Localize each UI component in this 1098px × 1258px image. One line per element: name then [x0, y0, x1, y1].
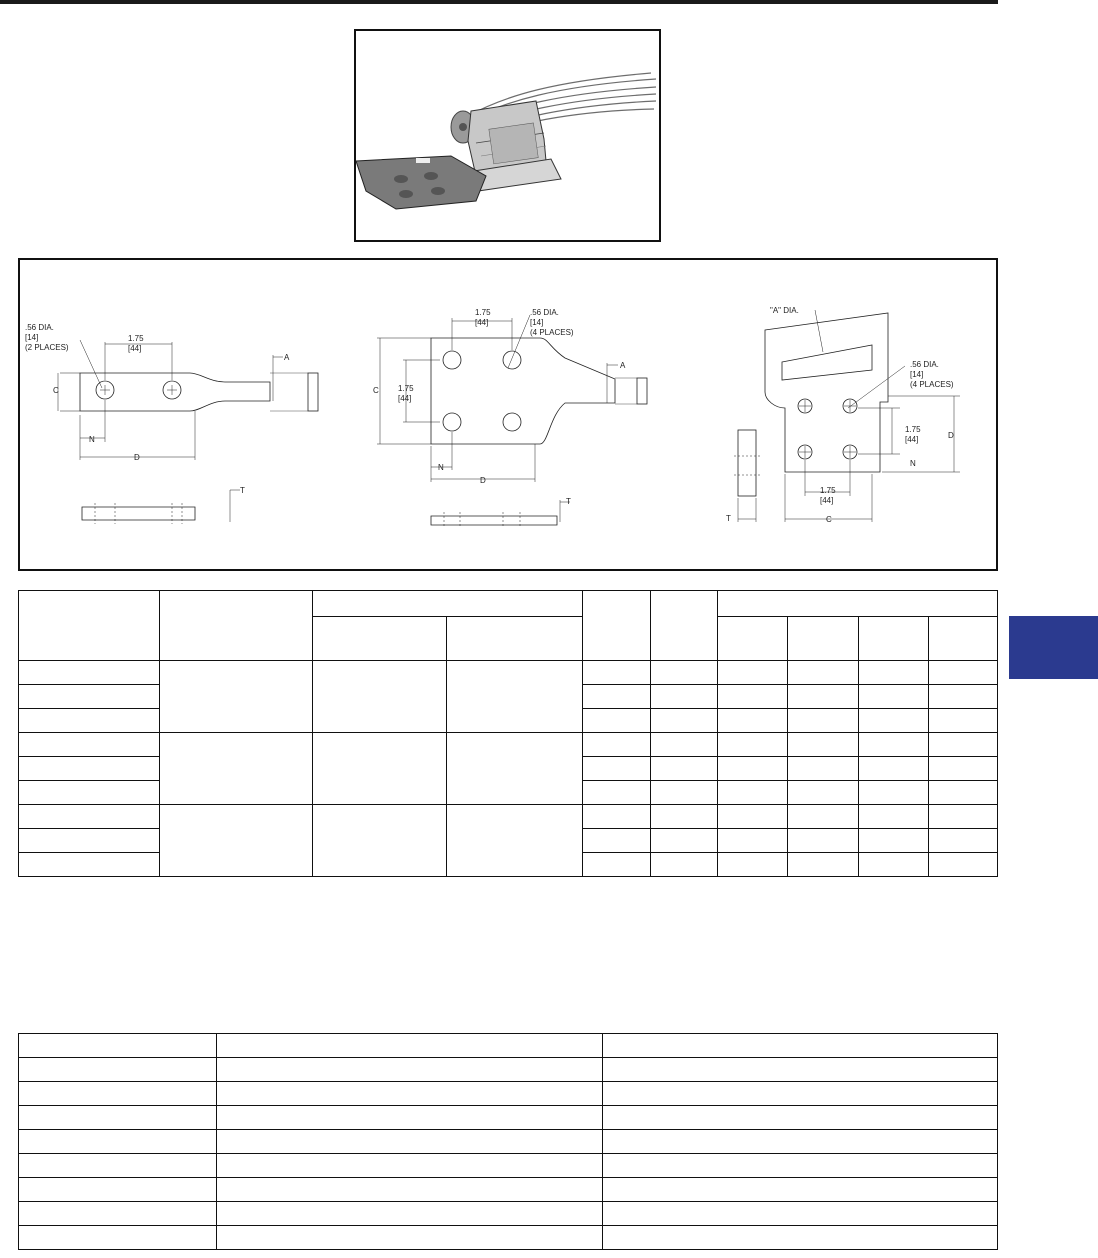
table-row: [19, 1058, 998, 1082]
right-spacing-h-mm: [44]: [820, 496, 834, 505]
mid-spacing-left-label: 1.75: [398, 384, 414, 393]
mid-spacing-top-label: 1.75: [475, 308, 491, 317]
header-cell: [929, 617, 998, 661]
table-row: [19, 1106, 998, 1130]
right-dim-t: T: [726, 514, 731, 523]
header-cell: [717, 617, 788, 661]
product-photo: [354, 29, 661, 242]
right-dim-d: D: [948, 431, 954, 440]
header-cell: [159, 591, 313, 661]
table-row: [19, 1082, 998, 1106]
top-rule: [0, 0, 998, 4]
right-dim-n: N: [910, 459, 916, 468]
left-spacing-label: 1.75: [128, 334, 144, 343]
mid-dim-c: C: [373, 386, 379, 395]
table-header-row: [19, 1034, 998, 1058]
left-spacing-mm: [44]: [128, 344, 142, 353]
left-hole-places: (2 PLACES): [25, 343, 69, 352]
header-cell: [788, 617, 859, 661]
header-cell: [313, 591, 582, 617]
table-row: [19, 733, 998, 757]
left-dim-t: T: [240, 486, 245, 495]
left-dim-a: A: [284, 353, 290, 362]
left-hole-dia-mm: [14]: [25, 333, 39, 342]
mid-spacing-left-mm: [44]: [398, 394, 412, 403]
table-row: [19, 1202, 998, 1226]
right-spacing-h-label: 1.75: [820, 486, 836, 495]
spec-table: [18, 590, 998, 877]
table-row: [19, 1226, 998, 1250]
table-row: [19, 1178, 998, 1202]
mid-dim-d: D: [480, 476, 486, 485]
dimension-drawings-panel: [18, 258, 998, 571]
right-hole-dia-mm: [14]: [910, 370, 924, 379]
header-cell: [313, 617, 447, 661]
mid-hole-places: (4 PLACES): [530, 328, 574, 337]
table-header-row: [19, 591, 998, 617]
mid-spacing-top-mm: [44]: [475, 318, 489, 327]
right-hole-places: (4 PLACES): [910, 380, 954, 389]
left-hole-dia-label: .56 DIA.: [25, 323, 54, 332]
right-spacing-v-label: 1.75: [905, 425, 921, 434]
left-dim-c: C: [53, 386, 59, 395]
header-cell: [650, 591, 717, 661]
table-row: [19, 805, 998, 829]
mid-hole-dia-label: .56 DIA.: [530, 308, 559, 317]
right-hole-dia-label: .56 DIA.: [910, 360, 939, 369]
header-cell: [717, 591, 997, 617]
left-dim-d: D: [134, 453, 140, 462]
left-dim-n: N: [89, 435, 95, 444]
section-side-tab: [1009, 616, 1098, 679]
mid-dim-t: T: [566, 497, 571, 506]
table-row: [19, 661, 998, 685]
reference-table: [18, 1033, 998, 1250]
right-a-dia-label: "A" DIA.: [770, 306, 799, 315]
header-cell: [447, 617, 583, 661]
header-cell: [859, 617, 929, 661]
header-cell: [19, 591, 160, 661]
mid-hole-dia-mm: [14]: [530, 318, 544, 327]
header-cell: [582, 591, 650, 661]
mid-dim-a: A: [620, 361, 626, 370]
table-row: [19, 1154, 998, 1178]
mid-dim-n: N: [438, 463, 444, 472]
table-row: [19, 1130, 998, 1154]
right-spacing-v-mm: [44]: [905, 435, 919, 444]
right-dim-c: C: [826, 515, 832, 524]
